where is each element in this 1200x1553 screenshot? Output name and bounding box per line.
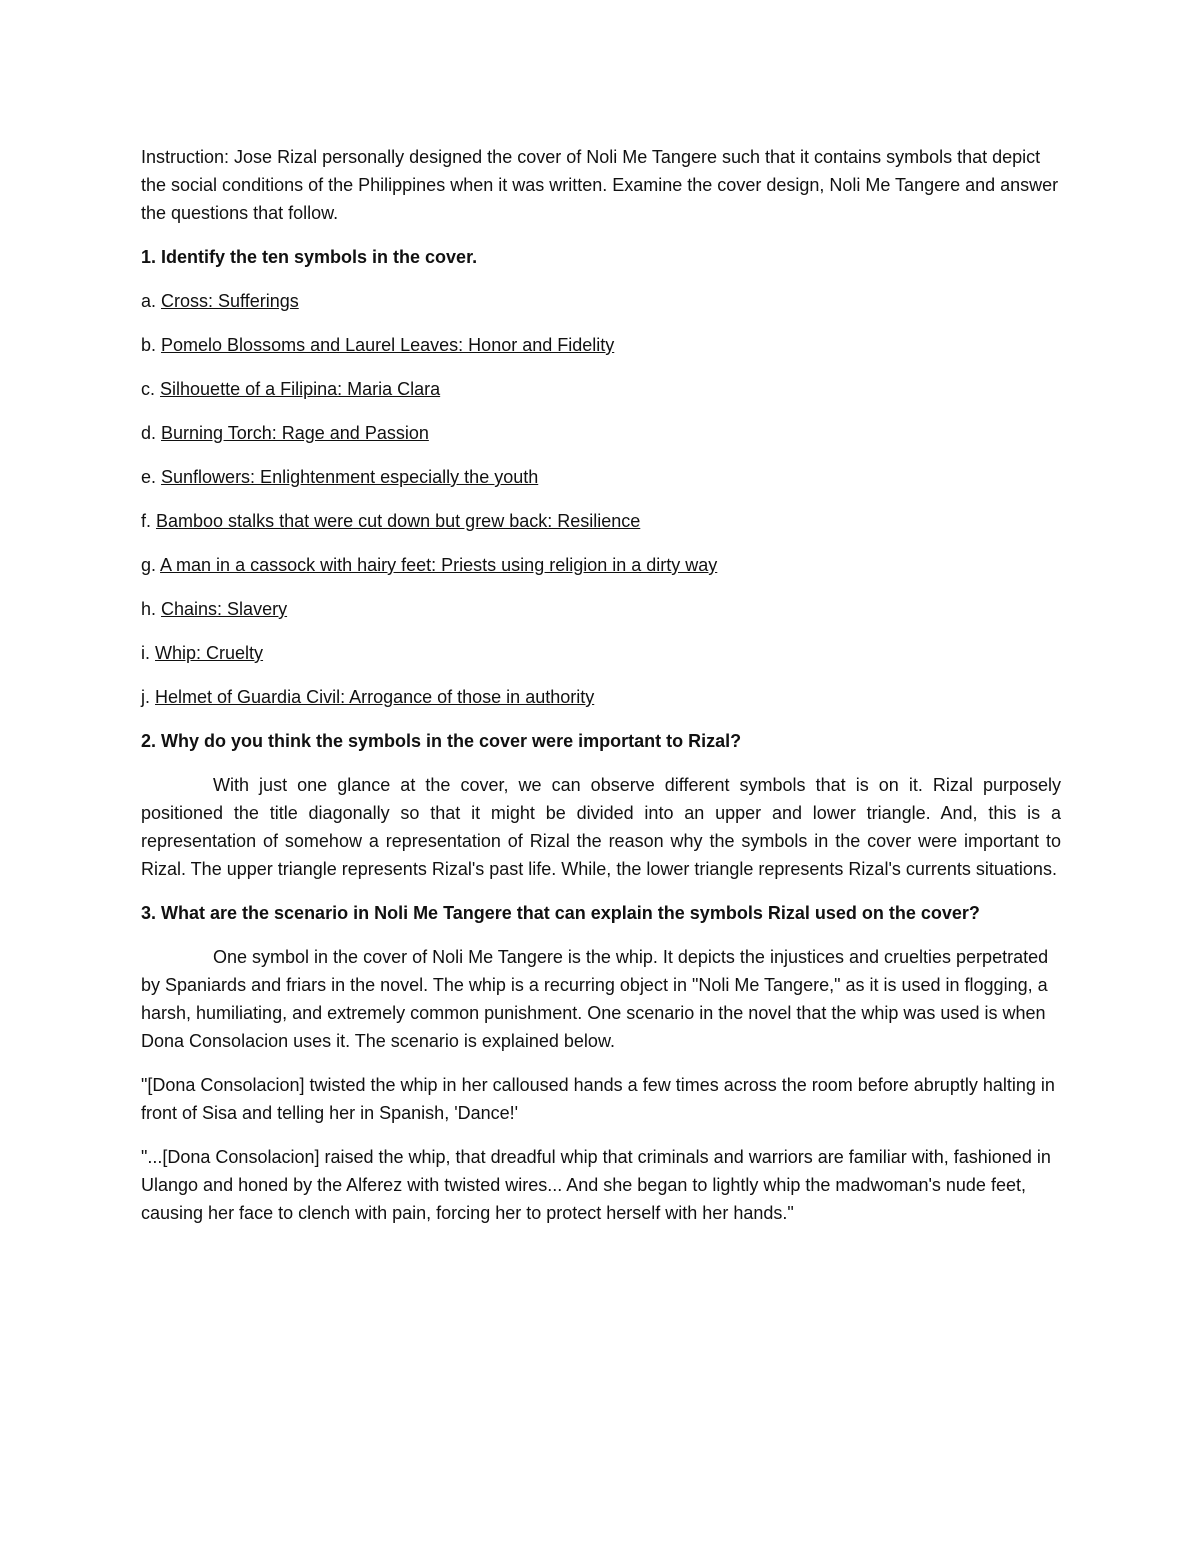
list-item-prefix: f.	[141, 511, 157, 531]
quote-paragraph-2: "...[Dona Consolacion] raised the whip, that dreadful whip that criminals and warriors are familiar with, fashioned in Ulango and honed by the Alferez with twisted wires... And she began to lightly whip the madwoman's nude feet, causing her face to clench with pain, forcing her to protect herself with her hands."	[141, 1147, 1051, 1223]
list-item-prefix: i.	[141, 643, 156, 663]
symbols-list	[141, 287, 1061, 711]
list-item	[141, 683, 1061, 711]
instruction-paragraph: Instruction: Jose Rizal personally designed the cover of Noli Me Tangere such that it contains symbols that depict the social conditions of the Philippines when it was written. Examine the cover design, Noli Me Tangere and answer the questions that follow.	[141, 147, 1059, 223]
list-item	[141, 551, 1061, 579]
list-item-prefix: b.	[141, 335, 162, 355]
list-item-prefix: d.	[141, 423, 162, 443]
list-item	[141, 375, 1061, 403]
list-item-answer: A man in a cassock with hairy feet: Priests using religion in a dirty way	[160, 555, 718, 575]
list-item-prefix: j.	[141, 687, 156, 707]
question-3-heading: 3. What are the scenario in Noli Me Tangere that can explain the symbols Rizal used on the cover?	[141, 903, 980, 923]
list-item-prefix: e.	[141, 467, 162, 487]
question-2-heading: 2. Why do you think the symbols in the cover were important to Rizal?	[141, 731, 742, 751]
list-item-prefix: a.	[141, 291, 162, 311]
list-item-answer: Sunflowers: Enlightenment especially the youth	[161, 467, 539, 487]
list-item-answer: Pomelo Blossoms and Laurel Leaves: Honor and Fidelity	[161, 335, 615, 355]
list-item	[141, 331, 1061, 359]
list-item-answer: Cross: Sufferings	[161, 291, 299, 311]
question-3-answer: One symbol in the cover of Noli Me Tangere is the whip. It depicts the injustices and cruelties perpetrated by Spaniards and friars in the novel. The whip is a recurring object in "Noli Me Tangere," as it is used in flogging, a harsh, humiliating, and extremely common punishment. One scenario in the novel that the whip was used is when Dona Consolacion uses it. The scenario is explained below.	[141, 947, 1049, 1051]
list-item	[141, 639, 1061, 667]
list-item	[141, 595, 1061, 623]
list-item-prefix: g.	[141, 555, 161, 575]
list-item-answer: Chains: Slavery	[161, 599, 288, 619]
list-item-answer: Helmet of Guardia Civil: Arrogance of those in authority	[155, 687, 595, 707]
quote-paragraph-1: "[Dona Consolacion] twisted the whip in her calloused hands a few times across the room before abruptly halting in front of Sisa and telling her in Spanish, 'Dance!'	[141, 1075, 1055, 1123]
list-item-prefix: c.	[141, 379, 161, 399]
list-item-answer: Whip: Cruelty	[155, 643, 264, 663]
list-item	[141, 463, 1061, 491]
question-2-answer: With just one glance at the cover, we can observe different symbols that is on it. Rizal purposely positioned the title diagonally so that it might be divided into an upper and lower triangle. And, this is a representation of somehow a representation of Rizal the reason why the symbols in the cover were important to Rizal. The upper triangle represents Rizal's past life. While, the lower triangle represents Rizal's currents situations.	[141, 775, 1061, 879]
document-page	[141, 143, 1061, 1243]
list-item	[141, 419, 1061, 447]
list-item-prefix: h.	[141, 599, 162, 619]
list-item-answer: Silhouette of a Filipina: Maria Clara	[160, 379, 441, 399]
list-item-answer: Burning Torch: Rage and Passion	[161, 423, 429, 443]
list-item-answer: Bamboo stalks that were cut down but grew back: Resilience	[156, 511, 641, 531]
list-item	[141, 507, 1061, 535]
question-1-heading: 1. Identify the ten symbols in the cover.	[141, 247, 478, 267]
list-item	[141, 287, 1061, 315]
